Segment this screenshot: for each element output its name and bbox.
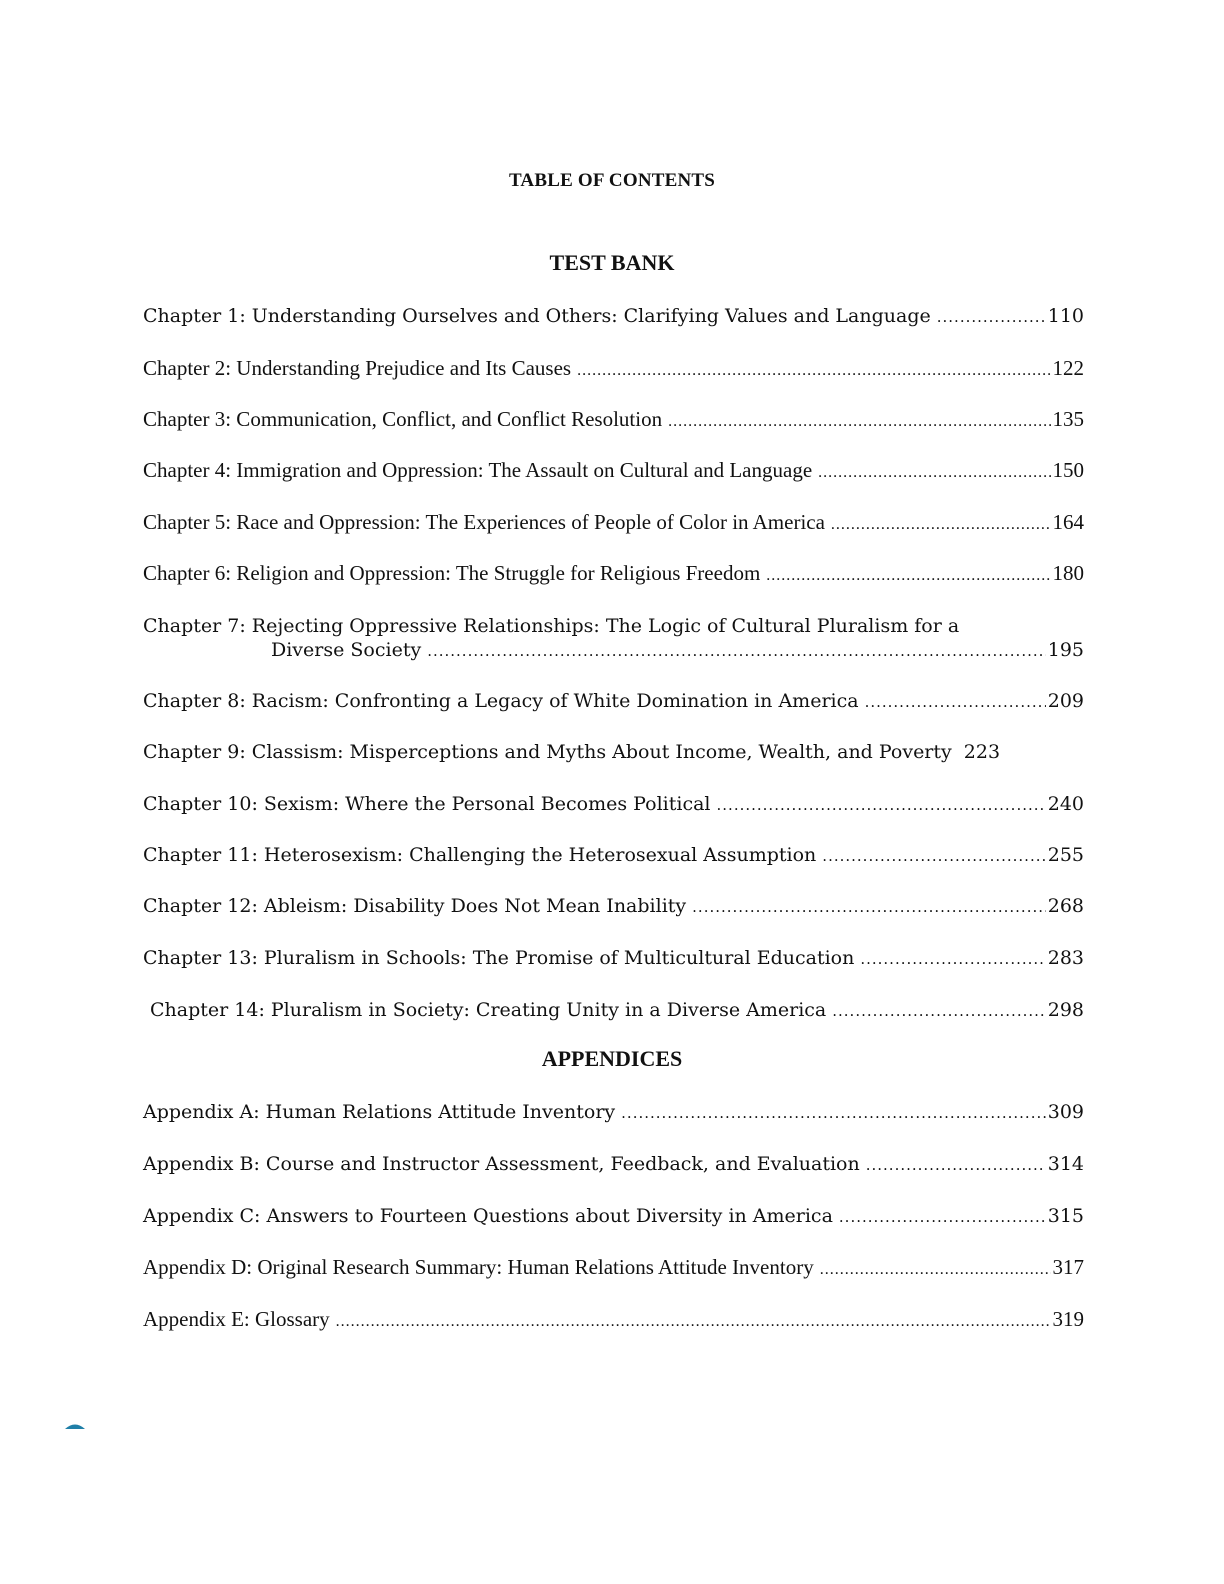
toc-page-number: 164 — [1052, 510, 1084, 534]
toc-page-number: 195 — [1047, 639, 1084, 661]
toc-entry-chapter-3[interactable] — [143, 407, 1084, 434]
toc-entry-title: Chapter 2: Understanding Prejudice and Its Causes — [143, 356, 572, 380]
toc-entry-title: Chapter 7: Rejecting Oppressive Relationships: The Logic of Cultural Pluralism for a — [143, 615, 960, 637]
toc-entry-title: Chapter 10: Sexism: Where the Personal Becomes Political — [143, 793, 711, 815]
toc-page-number: 298 — [1047, 999, 1084, 1021]
dot-leader — [668, 410, 1050, 434]
toc-entry-chapter-10[interactable] — [143, 792, 1084, 817]
toc-entry-title: Chapter 3: Communication, Conflict, and Conflict Resolution — [143, 407, 663, 431]
dot-leader — [766, 564, 1050, 588]
toc-entry-chapter-1[interactable] — [143, 304, 1084, 329]
dot-leader — [865, 690, 1046, 714]
toc-entry-appendix-e[interactable] — [143, 1307, 1084, 1334]
dot-leader — [832, 999, 1045, 1023]
toc-entry-chapter-2[interactable] — [143, 356, 1084, 383]
dot-leader — [692, 895, 1046, 919]
toc-page-number: 150 — [1052, 458, 1084, 482]
toc-page-number: 122 — [1052, 356, 1084, 380]
toc-page-number: 309 — [1047, 1101, 1084, 1123]
toc-entry-title: Chapter 1: Understanding Ourselves and Others: Clarifying Values and Language — [143, 305, 931, 327]
dot-leader — [621, 1101, 1046, 1125]
toc-entry-appendix-a[interactable] — [143, 1100, 1084, 1125]
dot-leader — [866, 1153, 1046, 1177]
toc-entry-title: Appendix E: Glossary — [143, 1307, 330, 1331]
toc-page-number: 255 — [1047, 844, 1084, 866]
toc-entry-title: Chapter 13: Pluralism in Schools: The Promise of Multicultural Education — [143, 947, 855, 969]
toc-page-number: 240 — [1047, 793, 1084, 815]
dot-leader — [577, 359, 1050, 383]
dot-leader — [860, 947, 1045, 971]
toc-page-number: 223 — [963, 741, 1001, 763]
toc-page-number: 209 — [1047, 690, 1084, 712]
dot-leader — [937, 305, 1046, 329]
dot-leader — [822, 844, 1045, 868]
toc-page-number: 314 — [1047, 1153, 1084, 1175]
dot-leader — [427, 639, 1046, 663]
dot-leader — [717, 793, 1046, 817]
toc-entry-chapter-7[interactable] — [143, 614, 1084, 663]
toc-entry-title: Appendix B: Course and Instructor Assessment, Feedback, and Evaluation — [143, 1153, 860, 1175]
toc-entry-chapter-6[interactable] — [143, 561, 1084, 588]
toc-entry-title: Chapter 11: Heterosexism: Challenging the Heterosexual Assumption — [143, 844, 817, 866]
dot-leader — [818, 461, 1050, 485]
dot-leader — [820, 1258, 1051, 1282]
toc-page-number: 180 — [1052, 561, 1084, 585]
test-bank-heading: TEST BANK — [549, 250, 675, 275]
toc-page-number: 317 — [1052, 1255, 1084, 1279]
toc-entry-appendix-d[interactable] — [143, 1255, 1084, 1282]
toc-entry-title: Chapter 5: Race and Oppression: The Experiences of People of Color in America — [143, 510, 825, 534]
toc-entry-title-continued: Diverse Society — [271, 639, 422, 661]
toc-entry-title: Appendix A: Human Relations Attitude Inventory — [143, 1101, 616, 1123]
dot-leader — [831, 513, 1051, 537]
toc-entry-chapter-11[interactable] — [143, 843, 1084, 868]
toc-entry-chapter-14[interactable] — [150, 998, 1084, 1023]
toc-entry-title: Chapter 12: Ableism: Disability Does Not Mean Inability — [143, 895, 687, 917]
toc-entry-chapter-13[interactable] — [143, 946, 1084, 971]
toc-page-number: 110 — [1047, 305, 1084, 327]
toc-entry-appendix-b[interactable] — [143, 1152, 1084, 1177]
toc-page-number: 268 — [1047, 895, 1084, 917]
dot-leader — [839, 1205, 1046, 1229]
toc-entry-title: Chapter 9: Classism: Misperceptions and Myths About Income, Wealth, and Poverty — [143, 741, 952, 763]
toc-entry-title: Appendix D: Original Research Summary: Human Relations Attitude Inventory — [143, 1255, 814, 1279]
dot-leader — [336, 1310, 1051, 1334]
toc-entry-title: Chapter 8: Racism: Confronting a Legacy of White Domination in America — [143, 690, 859, 712]
toc-page-number: 283 — [1047, 947, 1084, 969]
toc-entry-appendix-c[interactable] — [143, 1204, 1084, 1229]
toc-entry-chapter-5[interactable] — [143, 510, 1084, 537]
toc-entry-chapter-9[interactable] — [143, 740, 1084, 764]
toc-entry-chapter-12[interactable] — [143, 894, 1084, 919]
toc-entry-title: Chapter 6: Religion and Oppression: The Struggle for Religious Freedom — [143, 561, 761, 585]
toc-entry-title: Chapter 4: Immigration and Oppression: The Assault on Cultural and Language — [143, 458, 813, 482]
toc-entry-chapter-4[interactable] — [143, 458, 1084, 485]
corner-mark-icon — [64, 1422, 86, 1430]
toc-page-number: 135 — [1052, 407, 1084, 431]
toc-entry-title: Chapter 14: Pluralism in Society: Creating Unity in a Diverse America — [150, 999, 827, 1021]
toc-entry-title: Appendix C: Answers to Fourteen Questions about Diversity in America — [143, 1205, 833, 1227]
appendices-heading: APPENDICES — [541, 1046, 683, 1071]
toc-entry-chapter-8[interactable] — [143, 689, 1084, 714]
toc-page-number: 315 — [1047, 1205, 1084, 1227]
page-title: TABLE OF CONTENTS — [508, 170, 716, 191]
toc-page-number: 319 — [1052, 1307, 1084, 1331]
